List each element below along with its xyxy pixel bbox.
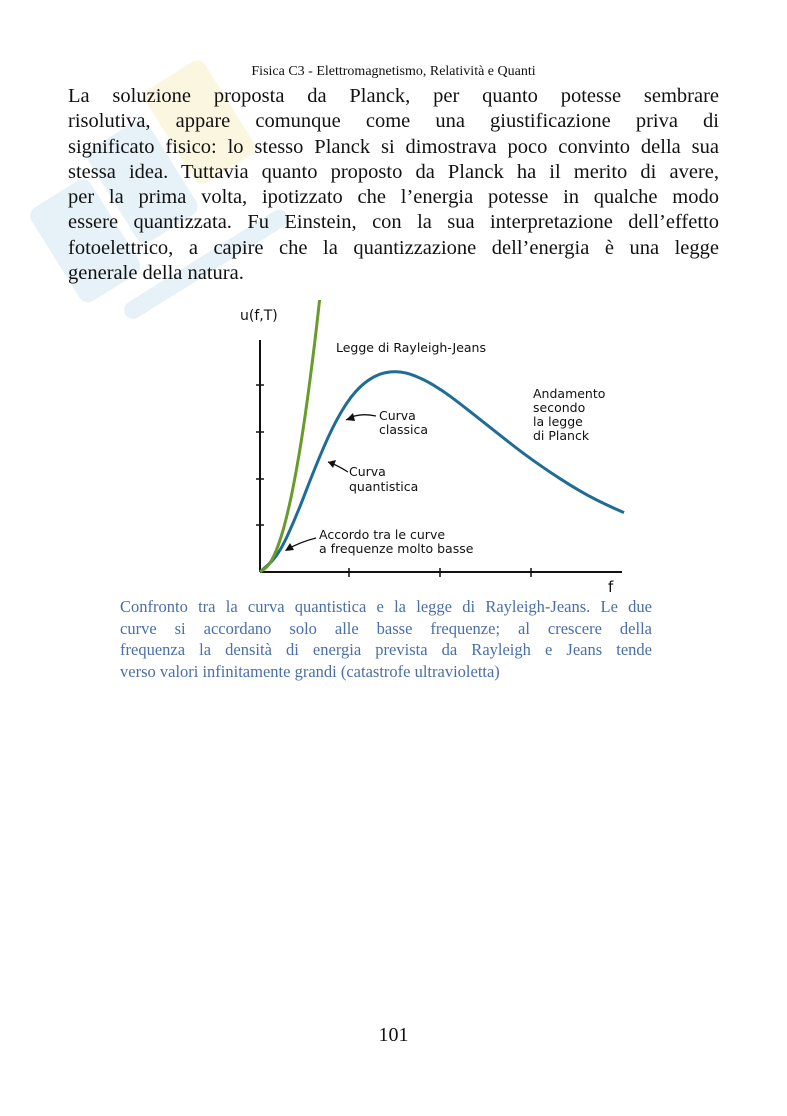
x-axis-label: f [608, 578, 614, 595]
label-curva-quantistica-2: quantistica [349, 479, 419, 494]
label-planck-2: secondo [533, 400, 586, 415]
body-line: La soluzione proposta da Planck, per quanto potesse sembrare [68, 85, 719, 107]
caption-line: frequenza la densità di energia prevista da Rayleigh e Jeans tende [120, 640, 652, 660]
body-line: stessa idea. Tuttavia quanto proposto da Planck ha il merito di avere, [68, 160, 719, 183]
label-planck-4: di Planck [533, 428, 590, 443]
chart-svg [230, 300, 630, 595]
caption-line: curve si accordano solo alle basse frequenze; al crescere della [120, 618, 652, 638]
body-line: risolutiva, appare comunque come una giustificazione priva di [68, 110, 719, 133]
body-line: essere quantizzata. Fu Einstein, con la sua interpretazione dell’effetto [68, 211, 719, 234]
label-planck-1: Andamento [533, 386, 606, 401]
classica-arrowhead [346, 413, 355, 421]
running-header: Fisica C3 - Elettromagnetismo, Relatività e Quanti [251, 64, 536, 79]
caption-line: Confronto tra la curva quantistica e la legge di Rayleigh-Jeans. Le due [120, 597, 652, 616]
label-curva-quantistica-1: Curva [349, 464, 386, 479]
label-curva-classica-2: classica [379, 422, 429, 437]
y-axis-label: u(f,T) [240, 308, 278, 324]
body-paragraph [68, 84, 719, 286]
body-line: fotoelettrico, a capire che la quantizzazione dell’energia è una legge [68, 236, 719, 259]
planck-figure [230, 300, 630, 595]
caption-line: verso valori infinitamente grandi (catastrofe ultravioletta) [120, 661, 500, 681]
figure-caption [120, 596, 652, 682]
body-line: generale della natura. [68, 262, 244, 285]
page-number: 101 [378, 1024, 409, 1046]
label-accordo-2: a frequenze molto basse [319, 541, 474, 556]
label-accordo-1: Accordo tra le curve [319, 527, 446, 542]
body-line: per la prima volta, ipotizzato che l’energia potesse in qualche modo [68, 186, 719, 209]
label-curva-classica-1: Curva [379, 408, 416, 423]
label-planck-3: la legge [533, 414, 583, 429]
body-line: significato fisico: lo stesso Planck si dimostrava poco convinto della sua [68, 135, 719, 158]
label-rayleigh-jeans: Legge di Rayleigh-Jeans [336, 340, 486, 355]
